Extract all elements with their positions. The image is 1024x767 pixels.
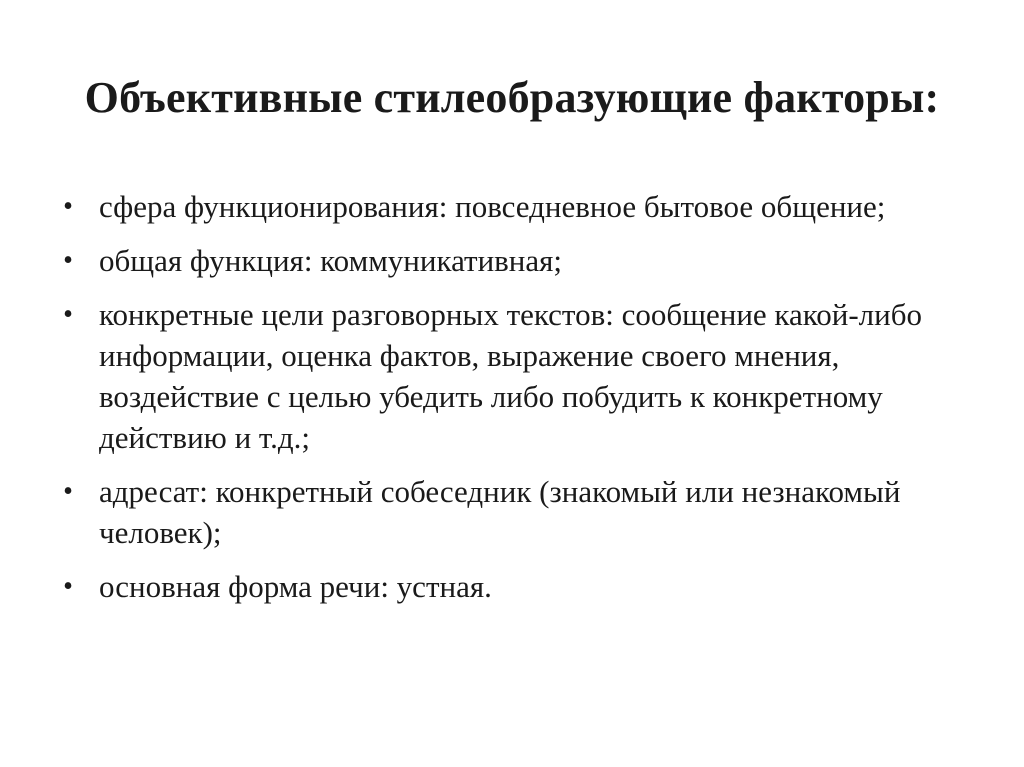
bullet-icon: • (63, 191, 73, 222)
slide-title: Объективные стилеобразующие факторы: (84, 73, 940, 122)
bullet-icon: • (63, 476, 73, 507)
bullet-item-functioning-sphere (58, 186, 958, 227)
bullet-icon: • (63, 245, 73, 276)
bullet-item-specific-goals (58, 294, 958, 458)
bullet-icon: • (63, 299, 73, 330)
bullet-text: конкретные цели разговорных текстов: сообщение какой-либо информации, оценка фактов, выражение своего мнения, воздействие с целью убедить либо побудить к конкретному действию и т.д.; (99, 297, 922, 455)
bullet-text: основная форма речи: устная. (99, 569, 492, 604)
bullet-item-speech-form (58, 566, 958, 607)
bullet-text: адресат: конкретный собеседник (знакомый или незнакомый человек); (99, 474, 901, 550)
bullet-item-general-function (58, 240, 958, 281)
bullet-text: сфера функционирования: повседневное бытовое общение; (99, 189, 886, 224)
bullet-icon: • (63, 571, 73, 602)
bullet-text: общая функция: коммуникативная; (99, 243, 563, 278)
bullet-item-addressee (58, 471, 958, 553)
bullet-list (58, 186, 958, 620)
